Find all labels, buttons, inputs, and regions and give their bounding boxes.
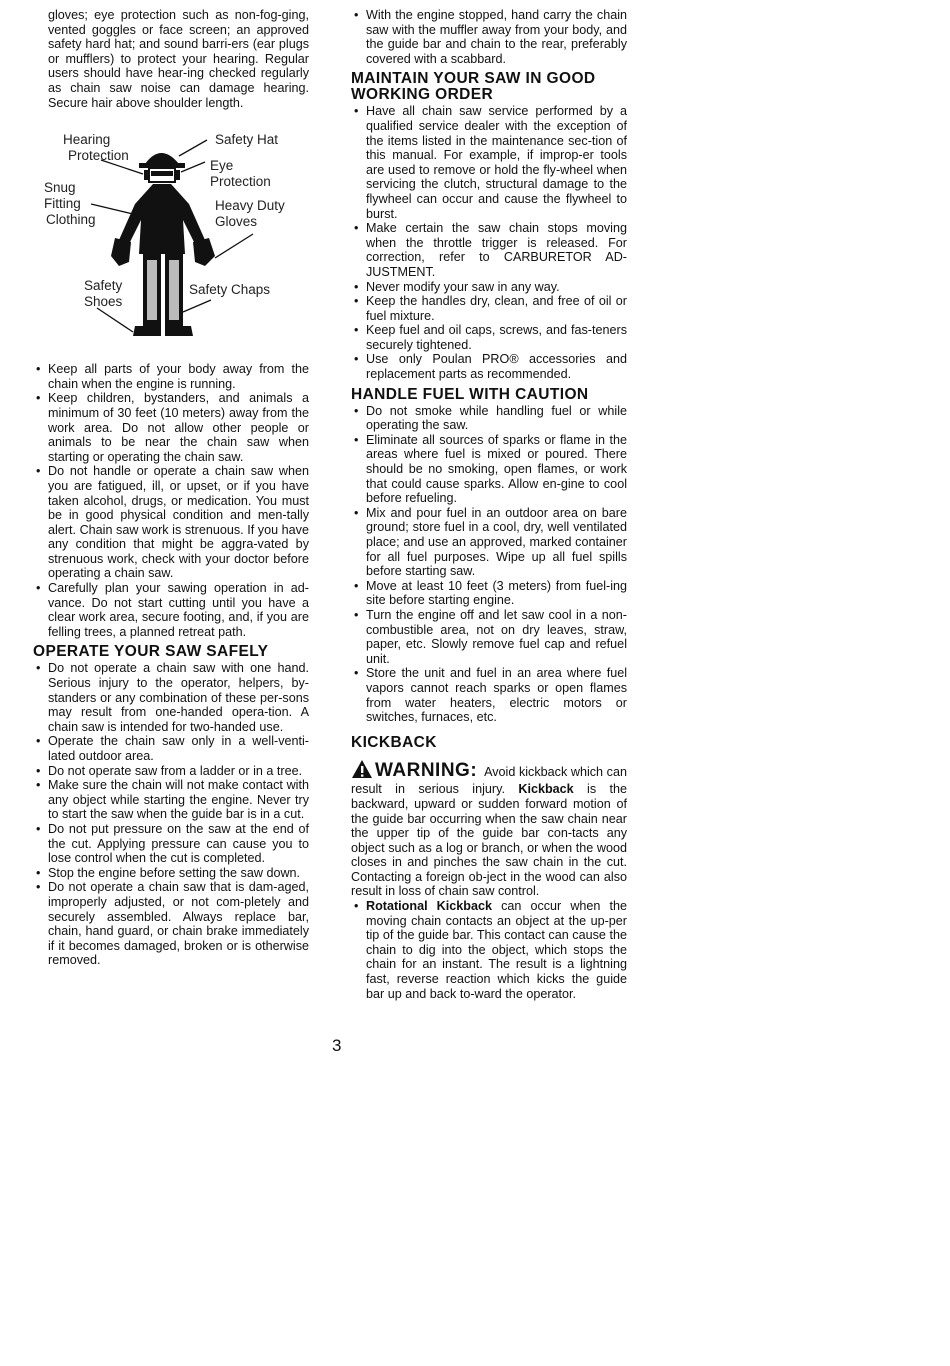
list-item: • Store the unit and fuel in an area where fuel vapors cannot reach sparks or open flames from water heaters, electric motors or switches, furnaces, etc. [351, 666, 627, 724]
body-safety-list [33, 362, 309, 639]
list-item: • Keep all parts of your body away from the chain when the engine is running. [33, 362, 309, 391]
list-item: • Do not put pressure on the saw at the end of the cut. Applying pressure can cause you to lose control when the cut is completed. [33, 822, 309, 866]
chaps-right [169, 260, 179, 320]
maintain-list [351, 104, 627, 381]
list-item: • Do not operate saw from a ladder or in a tree. [33, 764, 309, 779]
list-item: • Move at least 10 feet (3 meters) from fuel-ing site before starting engine. [351, 579, 627, 608]
warning-text-2: is the backward, upward or sudden forward motion of the guide bar occurring when the saw chain near the upper tip of the guide bar con-tacts any object such as a log or branch, or when the wood closes in and pinches the saw chain in the cut. Contacting a foreign ob-ject in the wood can also result in loss of chain saw control. [351, 782, 628, 899]
label-safety: Safety [84, 278, 123, 294]
list-item: • Never modify your saw in any way. [351, 280, 627, 295]
safety-gear-figure [33, 132, 309, 352]
list-item: • Keep children, bystanders, and animals a minimum of 30 feet (10 meters) away from the work area. Do not allow other people or animals to be near the chain saw when starting or operating the chain saw. [33, 391, 309, 464]
label-fitting: Fitting [44, 196, 81, 212]
warning-triangle-icon [351, 759, 373, 783]
heading-handle-fuel: HANDLE FUEL WITH CAUTION [351, 385, 589, 403]
list-item: • Mix and pour fuel in an outdoor area on bare ground; store fuel in a cool, dry, well ventilated place; and use an approved, marked container for all fuel purposes. Wipe up all fuel spills before starting saw. [351, 506, 627, 579]
chaps-left [147, 260, 157, 320]
label-safety-chaps: Safety Chaps [189, 282, 271, 298]
rotational-kickback-term: Rotational Kickback [366, 899, 492, 914]
page-number: 3 [332, 1036, 342, 1055]
label-gloves: Gloves [215, 214, 258, 230]
list-item [351, 899, 627, 1001]
warning-label: WARNING: [375, 759, 478, 781]
heading-maintain: MAINTAIN YOUR SAW IN GOOD WORKING ORDER [351, 70, 596, 104]
shoe-left [133, 326, 161, 336]
list-item: • Do not smoke while handling fuel or while operating the saw. [351, 404, 627, 433]
label-shoes: Shoes [84, 294, 123, 310]
carry-list [351, 8, 627, 66]
kickback-list [351, 899, 627, 1001]
label-safety-hat: Safety Hat [215, 132, 279, 148]
heading-kickback: KICKBACK [351, 733, 437, 751]
list-item: • Eliminate all sources of sparks or flame in the areas where fuel is mixed or poured. There should be no smoking, open flames, or work that could cause sparks. Allow en-gine to cool before refueling. [351, 433, 627, 506]
fuel-list [351, 404, 627, 725]
list-item: • Stop the engine before setting the saw down. [33, 866, 309, 881]
label-hearing: Hearing [63, 132, 111, 148]
list-item: • Use only Poulan PRO® accessories and replacement parts as recommended. [351, 352, 627, 381]
kickback-term: Kickback [518, 782, 574, 797]
glove-left [111, 238, 131, 266]
list-item: • Turn the engine off and let saw cool in a non-combustible area, not on dry leaves, straw, paper, etc. Slowly remove fuel cap and refuel unit. [351, 608, 627, 666]
label-heavy-duty: Heavy Duty [215, 198, 285, 214]
list-item: • With the engine stopped, hand carry the chain saw with the muffler away from your body, and the guide bar and chain to the rear, preferably covered with a scabbard. [351, 8, 627, 66]
list-item: • Carefully plan your sawing operation in ad-vance. Do not start cutting until you have a clear work area, secure footing, and, if you are felling trees, a planned retreat path. [33, 581, 309, 639]
list-item: • Do not operate a chain saw that is dam-aged, improperly adjusted, or not com-pletely and securely assembled. Always replace bar, chain, hand guard, or chain brake immediately if it becomes damaged, broken or is otherwise removed. [33, 880, 309, 968]
warning-text-1: Avoid kickback which can result in serious injury. [351, 764, 627, 797]
operator-illustration [33, 132, 309, 352]
heading-operate-safely: OPERATE YOUR SAW SAFELY [33, 643, 269, 661]
right-column [351, 8, 627, 1001]
warning-paragraph [351, 759, 627, 899]
label-hearing-protection: Protection [68, 148, 129, 164]
glove-right [193, 238, 215, 266]
rotational-kickback-text: can occur when the moving chain contacts an object at the up-per tip of the guide bar. This contact can cause the chain to dig into the object, which stops the chain for an instant. The result is a lightning fast, reverse reaction which kicks the guide bar up and back to-ward the operator. [366, 899, 628, 1001]
label-snug: Snug [44, 180, 76, 196]
hard-hat-shape [145, 153, 179, 164]
operate-safely-list [33, 661, 309, 967]
left-column [33, 8, 309, 968]
list-item: • Make certain the saw chain stops moving when the throttle trigger is released. For correction, refer to CARBURETOR AD-JUSTMENT. [351, 221, 627, 279]
list-item: • Operate the chain saw only in a well-venti-lated outdoor area. [33, 734, 309, 763]
shoe-right [165, 326, 193, 336]
intro-paragraph: gloves; eye protection such as non-fog-ging, vented goggles or face screen; an approved safety hard hat; and sound barri-ers (ear plugs or mufflers) to protect your hearing. Regular users should have hear-ing checked regularly as chain saw noise can damage hearing. Secure hair above shoulder length. [48, 8, 309, 110]
label-eye-protection: Protection [210, 174, 271, 190]
list-item: • Keep fuel and oil caps, screws, and fas-teners securely tightened. [351, 323, 627, 352]
list-item: • Keep the handles dry, clean, and free of oil or fuel mixture. [351, 294, 627, 323]
label-clothing: Clothing [46, 212, 96, 228]
list-item: • Do not handle or operate a chain saw when you are fatigued, ill, or upset, or if you have taken alcohol, drugs, or medication. You must be in good physical condition and men-tally alert. Chain saw work is strenuous. If you have any condition that might be aggra-vated by strenuous work, check with your doctor before operating a chain saw. [33, 464, 309, 581]
label-eye: Eye [210, 158, 234, 174]
list-item: • Do not operate a chain saw with one hand. Serious injury to the operator, helpers, by-standers or any combination of these per-sons may result from one-handed opera-tion. A chain saw is intended for two-handed use. [33, 661, 309, 734]
clothing-shape [119, 184, 205, 254]
list-item: • Have all chain saw service performed by a qualified service dealer with the exception of the items listed in the maintenance sec-tion of this manual. For example, if improp-er tools are used to remove or hold the fly-wheel when servicing the clutch, structural damage to the flywheel can occur and cause the flywheel to burst. [351, 104, 627, 221]
list-item: • Make sure the chain will not make contact with any object while starting the engine. Never try to start the saw when the guide bar is in a cut. [33, 778, 309, 822]
